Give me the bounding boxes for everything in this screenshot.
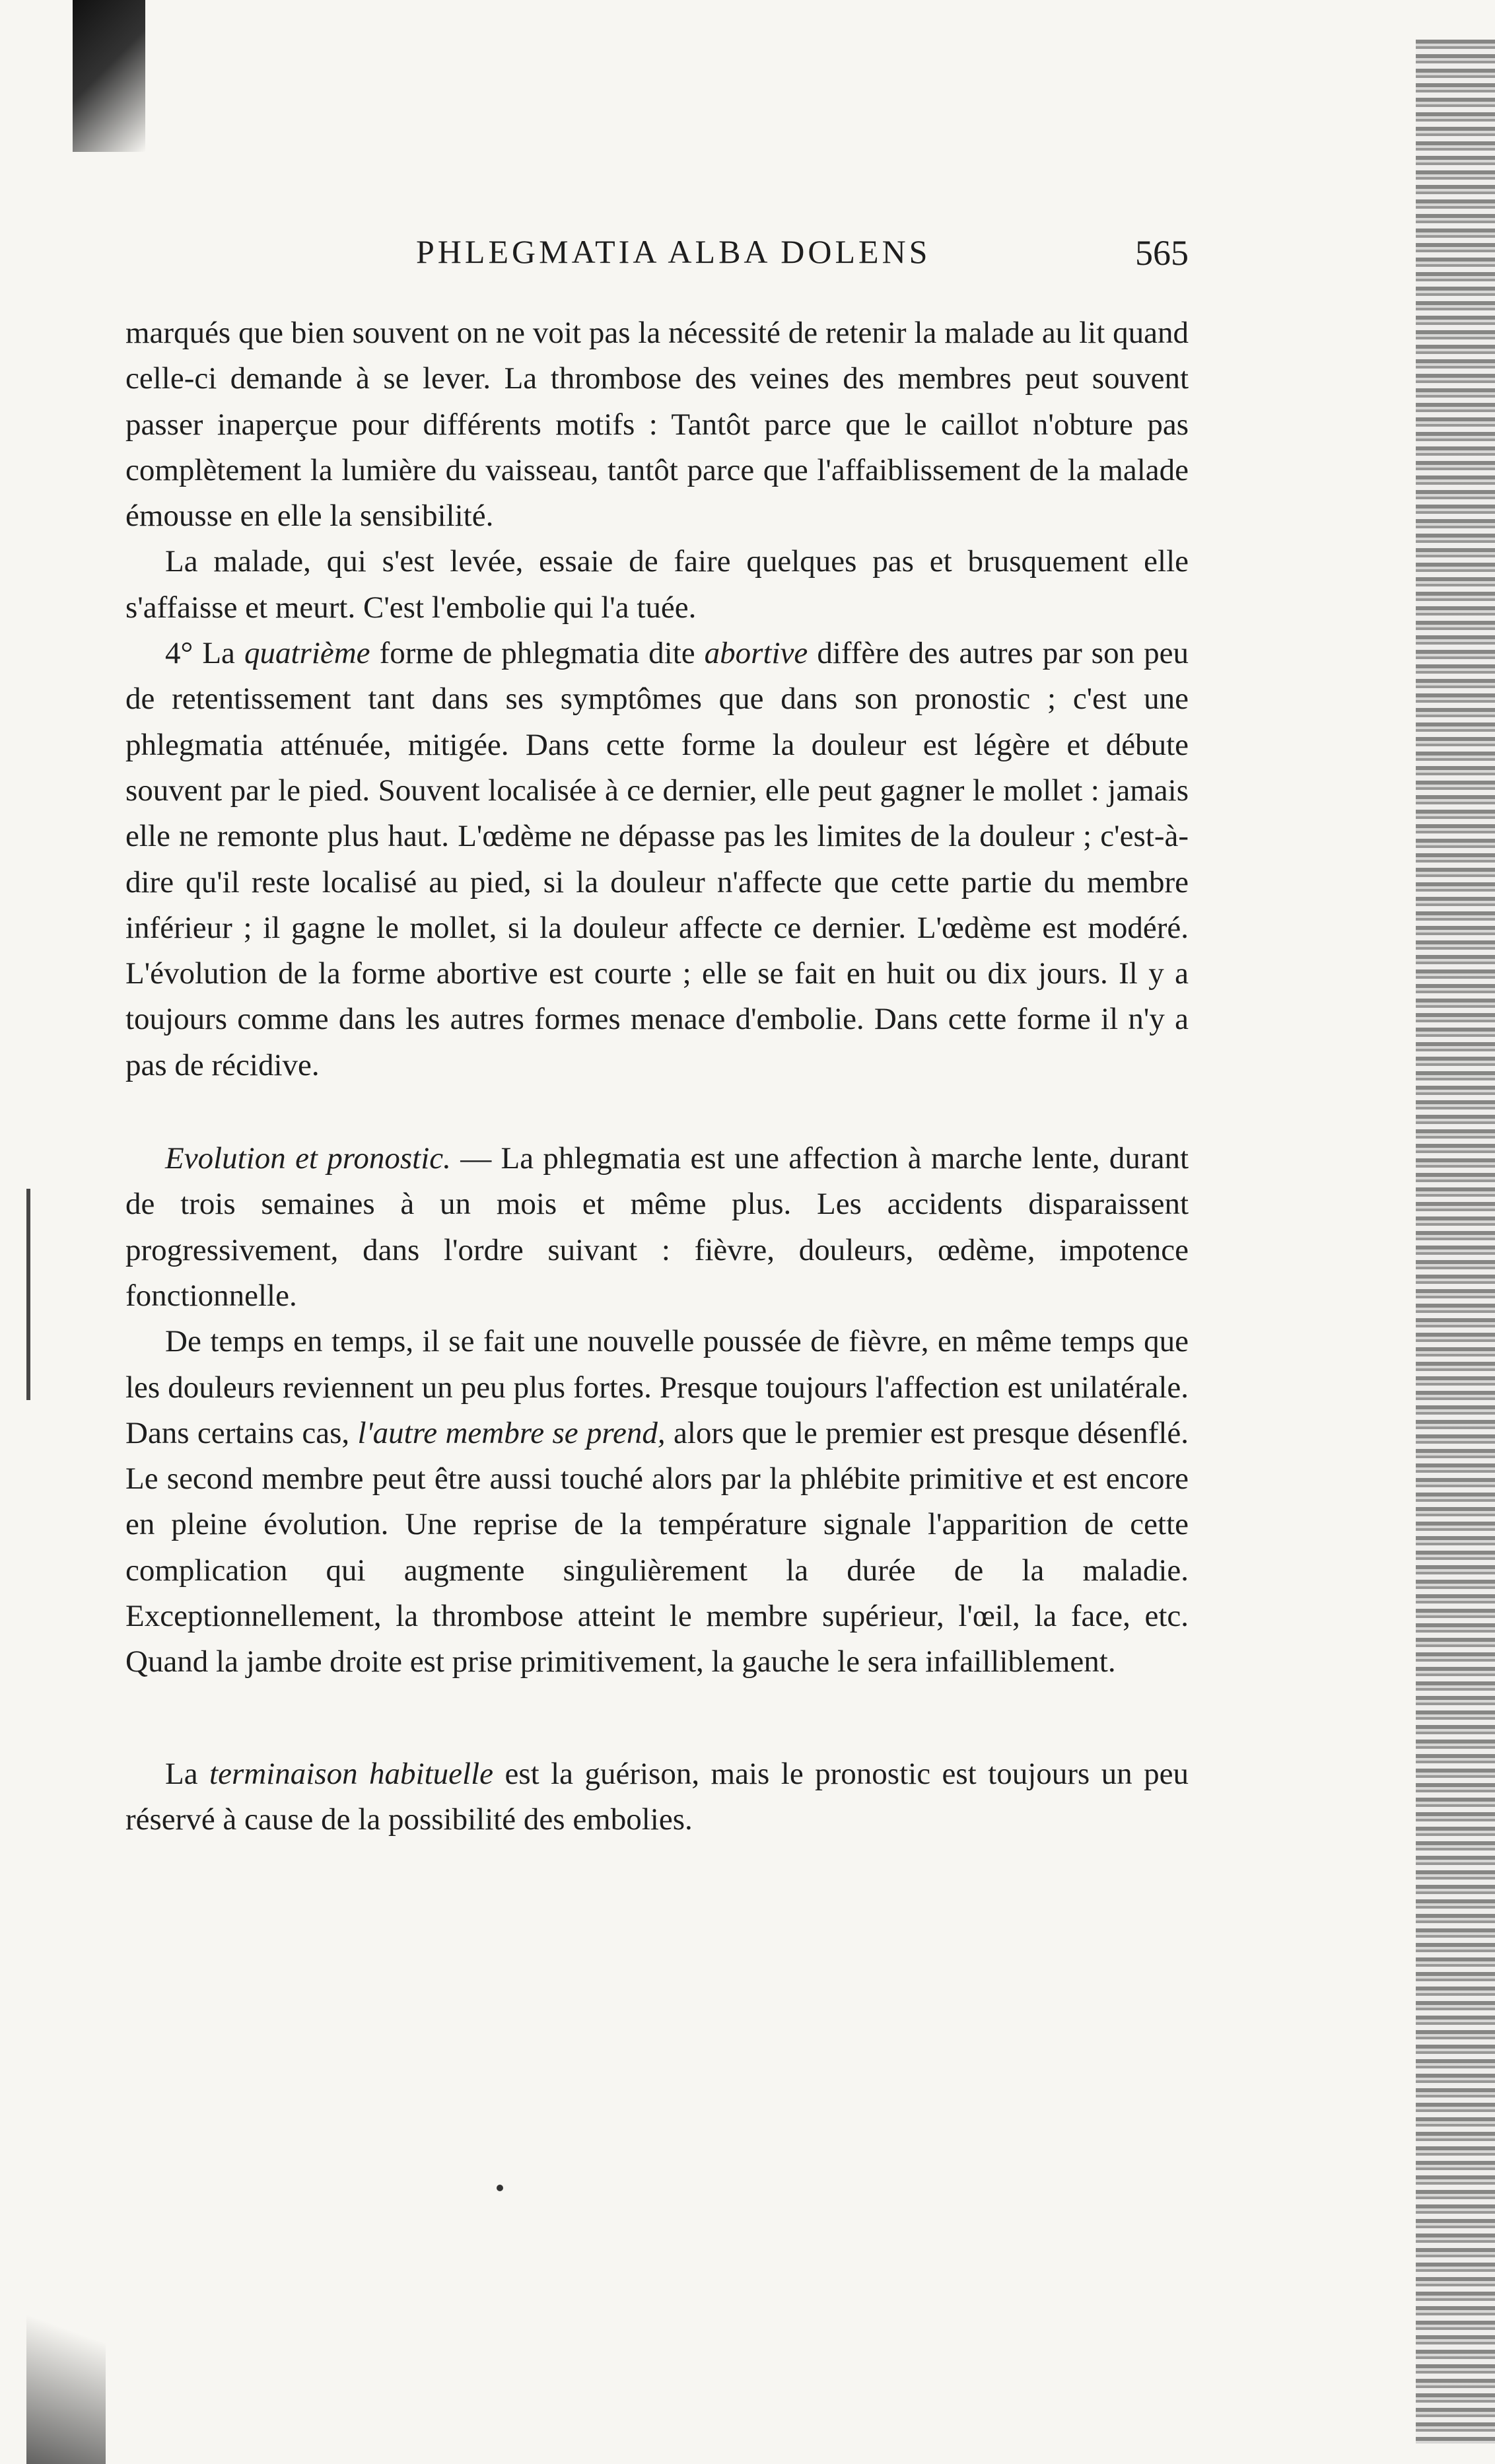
print-speck (497, 2185, 503, 2191)
p6-emphasis-terminaison: terminaison habituelle (209, 1756, 493, 1791)
paragraph-2: La malade, qui s'est levée, essaie de faire quelques pas et brusquement elle s'affaisse et meurt. C'est l'embolie qui l'a tuée. (125, 544, 1189, 625)
p3-part-e: diffère des autres par son peu de retentissement tant dans ses symptômes que dans son pronostic ; c'est une phlegmatia atténuée, mitigée. Dans cette forme la douleur est légère et débute souvent par le pied. Souvent localisée à ce dernier, elle peut gagner le mollet : jamais elle ne remonte plus haut. L'œdème ne dépasse pas les limites de la douleur ; c'est-à-dire qu'il reste localisé au pied, si la douleur n'affecte que cette partie du membre inférieur ; il gagne le mollet, si la douleur affecte ce dernier. L'œdème est modéré. L'évolution de la forme abortive est courte ; elle se fait en huit ou dix jours. Il y a toujours comme dans les autres formes menace d'embolie. Dans cette forme il n'y a pas de récidive. (125, 636, 1189, 1082)
running-title: PHLEGMATIA ALBA DOLENS (416, 233, 931, 270)
p3-part-a: 4° La (165, 636, 244, 671)
p3-emphasis-quatrieme: quatrième (244, 636, 370, 671)
p5-part-c: alors que le premier est presque désenflé. Le second membre peut être aussi touché alors par la phlébite primitive et est encore en pleine évolution. Une reprise de la température signale l'apparition de cette complication qui augmente singulièrement la durée de la maladie. Exceptionnellement, la thrombose atteint le membre supérieur, l'œil, la face, etc. Quand la jambe droite est prise primitivement, la gauche le sera infailliblement. (125, 1415, 1189, 1679)
paragraph-4 (125, 1136, 1189, 1319)
p6-part-c: est la guérison, mais le pronostic est toujours un peu réservé à cause de la possibilité des embolies. (125, 1756, 1189, 1837)
paragraph-5 (125, 1319, 1189, 1685)
p5-emphasis-autre-membre: l'autre membre se prend, (357, 1415, 666, 1450)
p5-part-a: De temps en temps, il se fait une nouvelle poussée de fièvre, en même temps que les douleurs reviennent un peu plus fortes. Presque toujours l'affection est unilatérale. Dans certains cas, (125, 1324, 1189, 1450)
paragraph-1: marqués que bien souvent on ne voit pas la nécessité de retenir la malade au lit quand celle-ci demande à se lever. La thrombose des veines des membres peut souvent passer inaperçue pour différents motifs : Tantôt parce que le caillot n'obture pas complètement la lumière du vaisseau, tantôt parce que l'affaiblissement de la malade émousse en elle la sensibilité. (125, 316, 1189, 534)
paragraph-3 (125, 631, 1189, 1088)
scan-shadow-top (73, 0, 145, 152)
p3-emphasis-abortive: abortive (704, 636, 808, 671)
p6-part-a: La (165, 1756, 210, 1791)
section-heading-evolution: Evolution et pronostic. (165, 1141, 451, 1176)
p4-part-b: — La phlegmatia est une affection à marche lente, durant de trois semaines à un mois et même plus. Les accidents disparaissent progressivement, dans l'ordre suivant : fièvre, douleurs, œdème, impotence fonctionnelle. (125, 1141, 1189, 1313)
scan-shadow-bottom (26, 2306, 106, 2464)
p3-part-c: forme de phlegmatia dite (370, 636, 705, 671)
scan-edge-right (1416, 40, 1495, 2444)
scan-edge-left (26, 1189, 30, 1400)
body-text (125, 310, 1189, 1843)
page-number: 565 (1135, 233, 1189, 273)
page-header (125, 232, 1189, 285)
paragraph-6 (125, 1751, 1189, 1843)
